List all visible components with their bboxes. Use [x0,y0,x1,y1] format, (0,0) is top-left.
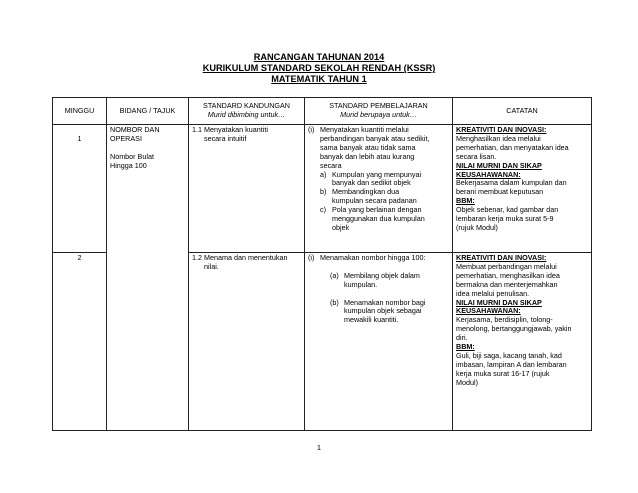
catatan-text: Guli, biji saga, kacang tanah, kad [456,350,562,360]
catatan-text: menolong, bertanggungjawab, yakin [456,324,572,334]
yearly-plan-table [52,97,592,431]
catatan-text: idea melalui penulisan. [456,288,530,298]
table-row [53,125,592,253]
bbm-heading: BBM: [456,342,475,352]
sp-text: Menyatakan kuantiti melalui [320,125,409,134]
page-number: 1 [316,443,322,452]
sp-subitem: (b) Menamakan nombor bagi kumpulan objek sebagai mewakili kuantiti. [330,297,426,325]
catatan-text: (rujuk Modul) [456,222,498,232]
bidang-line: Nombor Bulat [110,151,154,161]
catatan-text: Modul) [456,377,478,387]
nilai-heading: NILAI MURNI DAN SIKAP [456,160,542,170]
sp-text: sama banyak atau tidak sama [320,142,416,152]
minggu-value: 1 [77,133,82,143]
minggu-cell [53,125,107,253]
header-sk-sub: Murid dibimbing untuk… [207,110,286,119]
sp-marker: (i) [308,253,315,262]
header-sp-title: STANDARD PEMBELAJARAN [329,101,428,111]
sp-subitem: a) Kumpulan yang mempunyai banyak dan sedikit objek [320,169,422,188]
catatan-text: diri. [456,333,468,343]
catatan-text: imbasan, lampiran A dan lembaran [456,359,567,369]
document-subject: MATEMATIK TAHUN 1 [271,74,367,85]
sp-subitem: c) Pola yang berlainan dengan menggunakan dua kumpulan objek [320,205,425,232]
catatan-text: secara lisan. [456,151,497,161]
minggu-cell [53,253,107,431]
catatan-text: pemerhatian, dan menyatakan idea [456,142,569,152]
catatan-text: Membuat perbandingan melalui [456,261,557,271]
header-sp-sub: Murid berupaya untuk… [340,110,417,119]
kreativiti-heading: KREATIVITI DAN INOVASI: [456,125,547,134]
sp-text: Menamakan nombor hingga 100: [320,253,426,262]
header-standard-kandungan [189,98,305,125]
catatan-text: Bekerjasama dalam kumpulan dan [456,178,567,188]
standard-kandungan-cell [189,125,305,253]
sk-text: Menyatakan kuantiti [204,125,268,134]
standard-pembelajaran-cell [305,125,453,253]
sk-text: nilai. [204,261,219,271]
bidang-cell [107,125,189,431]
sp-subitem: b) Membandingkan dua kumpulan secara padanan [320,187,417,206]
sp-marker: (i) [308,125,315,134]
catatan-text: berani membuat keputusan [456,187,544,197]
standard-kandungan-cell [189,253,305,431]
kreativiti-heading: KREATIVITI DAN INOVASI: [456,253,547,262]
header-minggu: MINGGU [53,98,107,125]
sk-text: Menama dan menentukan [204,253,288,262]
header-catatan: CATATAN [453,98,592,125]
bidang-line: NOMBOR DAN [110,125,160,134]
document-subtitle: KURIKULUM STANDARD SEKOLAH RENDAH (KSSR) [202,63,436,74]
catatan-text: Kerjasama, berdisiplin, tolong- [456,315,553,325]
document-title: RANCANGAN TAHUNAN 2014 [253,52,385,62]
catatan-text: kerja muka surat 16-17 (rujuk [456,368,550,378]
bbm-heading: BBM: [456,196,475,206]
standard-pembelajaran-cell [305,253,453,431]
nilai-heading: KEUSAHAWANAN: [456,169,521,179]
bidang-line: OPERASI [110,133,142,143]
header-bidang: BIDANG / TAJUK [107,98,189,125]
bidang-line: Hingga 100 [110,160,147,170]
nilai-heading: NILAI MURNI DAN SIKAP [456,297,542,307]
catatan-cell [453,125,592,253]
sp-text: banyak dan lebih atau kurang [320,151,415,161]
document-header [0,52,638,86]
catatan-text: lembaran kerja muka surat 5-9 [456,214,554,224]
catatan-text: pemerhatian, menghasilkan idea [456,270,560,280]
table-header-row [53,98,592,125]
sp-text: perbandingan banyak atau sedikit, [320,133,430,143]
catatan-text: Objek sebenar, kad gambar dan [456,205,559,215]
catatan-cell [453,253,592,431]
minggu-value: 2 [77,253,82,262]
header-sk-title: STANDARD KANDUNGAN [203,101,290,111]
sp-text: secara [320,160,342,170]
sp-subitem: (a) Membilang objek dalam kumpulan. [330,270,420,289]
sk-number: 1.2 [192,253,202,262]
catatan-text: bermakna dan menterjemahkan [456,279,558,289]
sk-text: secara intuitif [204,133,247,143]
sk-number: 1.1 [192,125,202,134]
header-standard-pembelajaran [305,98,453,125]
nilai-heading: KEUSAHAWANAN: [456,306,521,316]
catatan-text: Menghasilkan idea melalui [456,133,541,143]
